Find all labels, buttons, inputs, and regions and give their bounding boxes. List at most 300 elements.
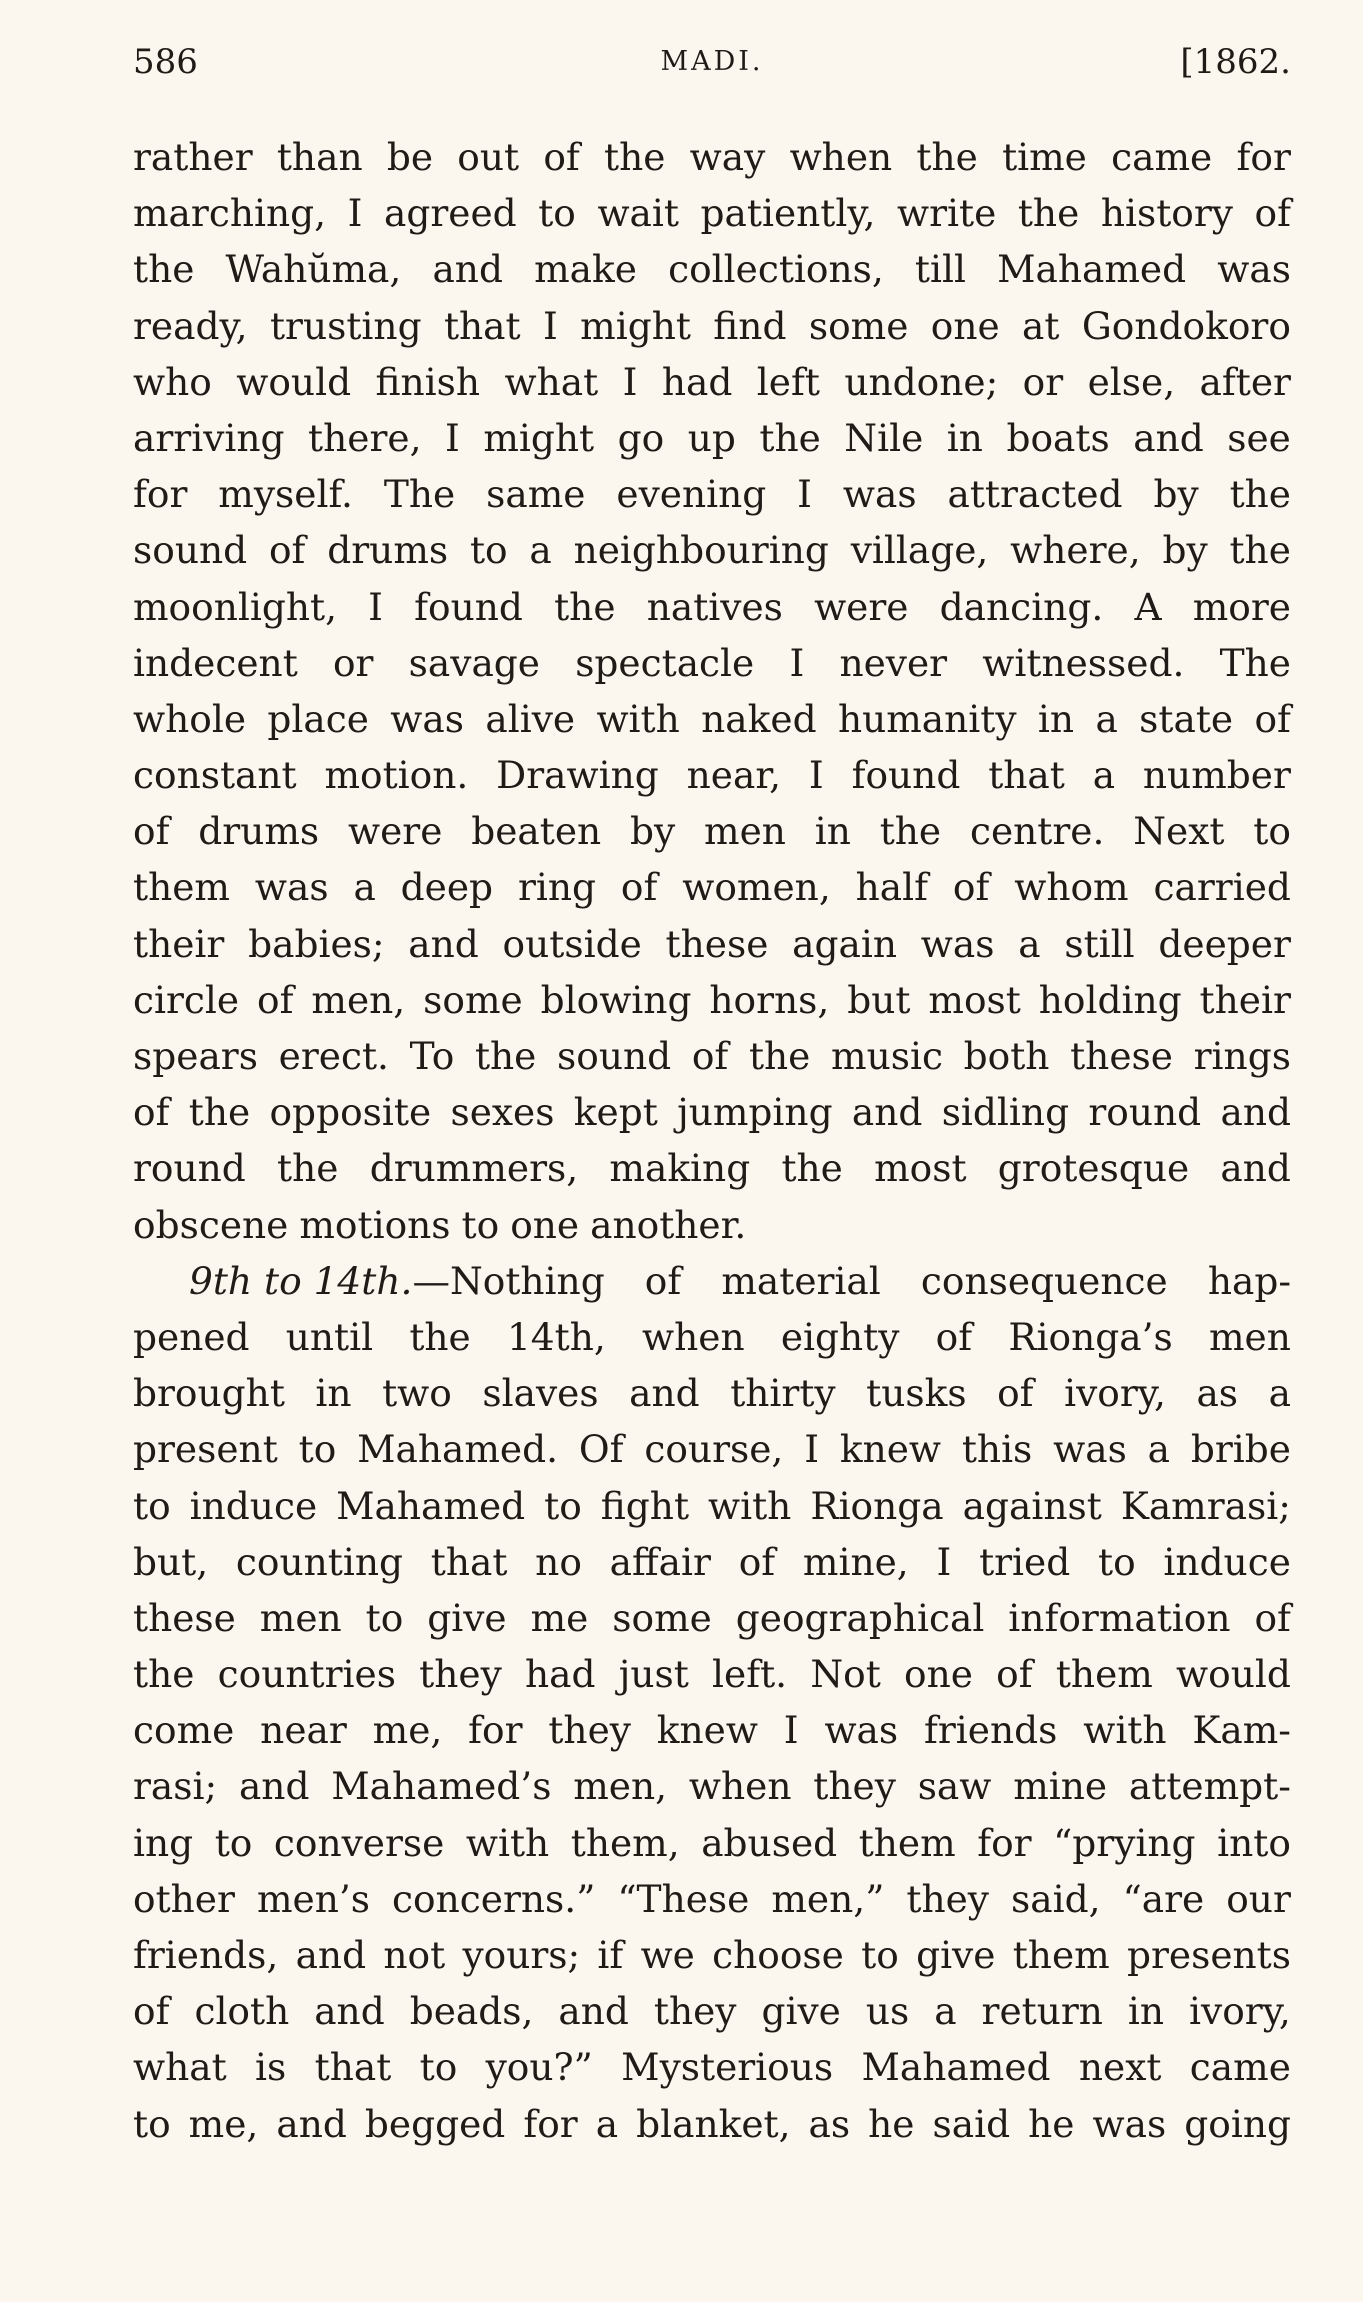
body-text <box>133 129 1291 2152</box>
word: but <box>847 977 911 1022</box>
word: hap- <box>1207 1258 1291 1303</box>
word: presents <box>1126 1933 1291 1977</box>
word: me, <box>372 1708 443 1753</box>
word: was <box>1217 247 1291 292</box>
word: To <box>409 1034 455 1078</box>
word: of <box>997 1371 1034 1416</box>
word: geographical <box>735 1595 985 1640</box>
word: with <box>596 696 680 741</box>
word: patiently, <box>700 191 876 236</box>
word: to <box>461 1202 500 1247</box>
word: Gondokoro <box>1081 303 1291 348</box>
word: give <box>761 1989 841 2034</box>
word: with <box>708 1483 792 1528</box>
word: if <box>597 1933 624 1977</box>
word: Mahamed’s <box>331 1764 552 1809</box>
text-line <box>133 298 1291 354</box>
word: who <box>133 359 212 404</box>
word: evening <box>616 472 767 517</box>
word: men, <box>311 977 406 1022</box>
word: of <box>952 865 990 910</box>
word: drummers, <box>369 1146 579 1191</box>
text-line <box>133 972 1291 1028</box>
text-line <box>133 1140 1291 1196</box>
word: motion. <box>324 753 469 798</box>
word: for <box>468 1708 523 1753</box>
word: he <box>868 2101 915 2146</box>
word: might <box>580 303 691 348</box>
word: they <box>906 1876 989 1921</box>
word: jumping <box>677 1090 833 1135</box>
word: against <box>962 1483 1102 1528</box>
text-line <box>133 1028 1291 1084</box>
word: to <box>419 2045 458 2090</box>
word: same <box>486 472 586 517</box>
word: he <box>1028 2101 1075 2146</box>
word: opposite <box>269 1090 432 1135</box>
word: I <box>797 472 812 517</box>
word: of <box>133 1989 170 2034</box>
word: the <box>879 809 942 854</box>
word: I <box>368 584 383 629</box>
word: deep <box>400 865 494 910</box>
running-year: [1862. <box>1180 42 1291 82</box>
word: rings <box>1193 1034 1291 1078</box>
word: see <box>1227 415 1291 460</box>
word: and <box>1133 415 1204 460</box>
word: rather <box>133 135 253 179</box>
text-line <box>133 1702 1291 1758</box>
word: women, <box>682 865 831 910</box>
word: eighty <box>780 1314 900 1359</box>
word: of <box>133 1090 170 1135</box>
word: I <box>347 191 363 236</box>
word: wait <box>597 191 679 236</box>
page-number: 586 <box>133 42 198 82</box>
word: Of <box>578 1427 624 1472</box>
text-line <box>133 1983 1291 2039</box>
word: mine, <box>802 1539 909 1584</box>
text-line <box>133 1253 1291 1309</box>
word: be <box>386 135 434 179</box>
word: holding <box>1038 977 1182 1022</box>
word: a <box>1268 1371 1291 1416</box>
word: was <box>842 472 917 517</box>
word: had <box>525 1652 596 1697</box>
word: these <box>665 921 769 966</box>
word: and <box>295 1933 367 1977</box>
word: Mahamed <box>997 247 1187 292</box>
word: this <box>961 1427 1033 1472</box>
word: or <box>332 640 374 685</box>
word: moonlight, <box>133 584 337 629</box>
word: would <box>236 359 352 404</box>
word: men <box>1209 1314 1291 1359</box>
word: or <box>1022 359 1064 404</box>
word: yours; <box>462 1933 581 1977</box>
word: kept <box>573 1090 658 1135</box>
date-italic: 9th to 14th. <box>189 1258 413 1303</box>
word: history <box>1100 191 1233 236</box>
word: Next <box>1133 809 1225 854</box>
word: left. <box>712 1652 788 1697</box>
word: “These <box>617 1876 750 1921</box>
word: was <box>1092 2101 1167 2146</box>
word: knew <box>656 1708 758 1753</box>
word: the <box>1229 472 1291 517</box>
word: some <box>612 1595 712 1640</box>
word: knew <box>839 1427 942 1472</box>
word: go <box>617 415 665 460</box>
word: by <box>630 809 676 854</box>
word: had <box>661 359 733 404</box>
word: Wahŭma, <box>225 247 402 292</box>
word: were <box>347 809 443 854</box>
running-head <box>133 42 1291 88</box>
word: finish <box>375 359 481 404</box>
word: alive <box>485 696 576 741</box>
word: Mahamed <box>861 2045 1051 2090</box>
word: of <box>1254 1595 1291 1640</box>
word: of <box>644 1258 682 1303</box>
word: I <box>542 303 558 348</box>
word: that <box>443 303 521 348</box>
word: were <box>814 584 909 629</box>
word: beads, <box>409 1989 534 2034</box>
word: motions <box>299 1202 451 1247</box>
word: Drawing <box>496 753 659 798</box>
word: 14th, <box>506 1314 606 1359</box>
word: not <box>383 1933 446 1977</box>
word: a <box>353 865 376 910</box>
word: Not <box>810 1652 881 1697</box>
word: to <box>133 1483 171 1528</box>
word: a <box>1092 753 1116 798</box>
word: come <box>133 1708 235 1753</box>
text-line <box>133 354 1291 410</box>
word: two <box>382 1371 452 1416</box>
word: in <box>1127 1989 1165 2034</box>
word: is <box>255 2045 287 2090</box>
word: neighbouring <box>573 528 829 573</box>
word: friends, <box>133 1933 279 1977</box>
word: still <box>1064 921 1135 966</box>
text-line <box>133 1197 1291 1253</box>
word: outside <box>502 921 642 966</box>
word: to <box>544 1483 582 1528</box>
word: there, <box>308 415 422 460</box>
word: the <box>759 415 821 460</box>
word: to <box>469 528 508 573</box>
word: the <box>781 1146 843 1191</box>
word: out <box>457 135 520 179</box>
text-line <box>133 916 1291 972</box>
word: to <box>1253 809 1291 854</box>
word: most <box>928 977 1021 1022</box>
word: circle <box>133 977 240 1022</box>
text-line <box>133 1421 1291 1477</box>
word: the <box>409 1314 471 1359</box>
word: beaten <box>471 809 602 854</box>
word: centre. <box>969 809 1105 854</box>
word: what <box>504 359 599 404</box>
date-lead: 9th to 14th.—Nothing <box>189 1258 605 1303</box>
word: their <box>1199 977 1291 1022</box>
text-line <box>133 2039 1291 2095</box>
word: converse <box>273 1820 445 1865</box>
word: and <box>851 1090 923 1135</box>
word: music <box>831 1034 943 1078</box>
word: agreed <box>384 191 517 236</box>
word: marching, <box>133 191 327 236</box>
word: brought <box>133 1371 285 1416</box>
word: and <box>408 921 479 966</box>
word: a <box>934 1989 957 2034</box>
word: cloth <box>194 1989 290 2034</box>
word: one <box>510 1202 580 1247</box>
word: in <box>946 415 983 460</box>
word: carried <box>1153 865 1291 910</box>
word: ring <box>517 865 597 910</box>
word: what <box>133 2045 227 2090</box>
text-line <box>133 1927 1291 1983</box>
word: time <box>1002 135 1087 179</box>
word: me, <box>188 2101 259 2146</box>
word: of <box>996 1652 1033 1697</box>
word: horns, <box>709 977 830 1022</box>
word: where, <box>1010 528 1141 573</box>
word: the <box>554 584 616 629</box>
text-line <box>133 466 1291 522</box>
word: of <box>1254 696 1291 741</box>
word: I <box>804 1427 820 1472</box>
word: state <box>1139 696 1234 741</box>
word: concerns.” <box>392 1876 596 1921</box>
word: blowing <box>540 977 692 1022</box>
word: ivory, <box>1189 1989 1291 2034</box>
word: information <box>1008 1595 1231 1640</box>
word: give <box>427 1595 507 1640</box>
word: number <box>1142 753 1291 798</box>
word: you?” <box>485 2045 593 2090</box>
text-line <box>133 1534 1291 1590</box>
word: the <box>133 1652 195 1697</box>
word: with <box>465 1820 550 1865</box>
text-line <box>133 1084 1291 1140</box>
word: until <box>285 1314 374 1359</box>
word: I <box>789 640 805 685</box>
word: of <box>620 865 658 910</box>
word: for <box>523 2101 578 2146</box>
word: A <box>1134 584 1162 629</box>
word: witnessed. <box>982 640 1185 685</box>
word: a <box>1095 696 1118 741</box>
word: round <box>1088 1090 1202 1135</box>
word: “are <box>1122 1876 1205 1921</box>
word: sound <box>133 528 248 573</box>
word: Mahamed. <box>357 1427 559 1472</box>
word: to <box>298 1427 337 1472</box>
word: left <box>756 359 820 404</box>
word: make <box>534 247 637 292</box>
word: thirty <box>730 1371 836 1416</box>
word: these <box>133 1595 236 1640</box>
text-line <box>133 1590 1291 1646</box>
word: to <box>538 191 576 236</box>
word: no <box>535 1539 582 1584</box>
word: The <box>1219 640 1291 685</box>
word: they <box>813 1764 896 1809</box>
word: some <box>423 977 523 1022</box>
word: indecent <box>133 640 298 685</box>
word: after <box>1199 359 1291 404</box>
word: slaves <box>482 1371 599 1416</box>
word: men,” <box>771 1876 885 1921</box>
word: village, <box>850 528 989 573</box>
word: of <box>133 809 170 854</box>
word: them <box>1055 1652 1153 1697</box>
word: fight <box>600 1483 690 1528</box>
word: affair <box>609 1539 711 1584</box>
word: ivory, <box>1064 1371 1166 1416</box>
word: Nile <box>844 415 924 460</box>
word: men <box>704 809 786 854</box>
word: found <box>851 753 961 798</box>
word: way <box>689 135 766 179</box>
word: that <box>430 1539 508 1584</box>
word: friends <box>923 1708 1058 1753</box>
word: than <box>276 135 363 179</box>
word: for <box>977 1820 1032 1865</box>
word: I <box>936 1539 952 1584</box>
text-line <box>133 185 1291 241</box>
text-line <box>133 1871 1291 1927</box>
word: one <box>930 303 1000 348</box>
word: said <box>932 2101 1011 2146</box>
word: place <box>267 696 369 741</box>
word: myself. <box>218 472 353 517</box>
text-line <box>133 1646 1291 1702</box>
word: savage <box>408 640 540 685</box>
word: of <box>738 1539 776 1584</box>
text-line <box>133 803 1291 859</box>
word: the <box>748 1034 811 1078</box>
text-line <box>133 747 1291 803</box>
word: our <box>1226 1876 1291 1921</box>
word: induce <box>189 1483 318 1528</box>
word: one <box>904 1652 973 1697</box>
word: for <box>1236 135 1291 179</box>
word: never <box>839 640 948 685</box>
text-line <box>133 1309 1291 1365</box>
text-line <box>133 522 1291 578</box>
word: the <box>188 1090 251 1135</box>
word: Mahamed <box>336 1483 526 1528</box>
text-line <box>133 1365 1291 1421</box>
word: a <box>1147 1427 1171 1472</box>
word: pened <box>133 1314 250 1359</box>
word: a <box>595 2101 619 2146</box>
word: was <box>254 865 329 910</box>
word: they <box>548 1708 631 1753</box>
word: present <box>133 1427 278 1472</box>
word: course, <box>644 1427 784 1472</box>
word: of <box>1254 191 1291 236</box>
running-title: MADI. <box>660 46 764 77</box>
word: found <box>414 584 523 629</box>
word: us <box>865 1989 910 2034</box>
word: them, <box>570 1820 680 1865</box>
word: obscene <box>133 1202 289 1247</box>
word: by <box>1153 472 1199 517</box>
word: the <box>133 247 195 292</box>
word: sexes <box>450 1090 555 1135</box>
word: going <box>1184 2101 1291 2146</box>
word: counting <box>235 1539 404 1584</box>
text-line <box>133 241 1291 297</box>
word: and <box>238 1764 310 1809</box>
word: some <box>808 303 909 348</box>
word: men, <box>573 1764 668 1809</box>
word: babies; <box>248 921 385 966</box>
word: and <box>314 1989 385 2034</box>
word: spectacle <box>575 640 755 685</box>
word: boats <box>1006 415 1110 460</box>
word: spears <box>133 1034 258 1078</box>
word: choose <box>712 1933 844 1977</box>
word: came <box>1189 2045 1291 2090</box>
text-line <box>133 691 1291 747</box>
word: to <box>861 1933 899 1977</box>
word: undone; <box>844 359 999 404</box>
word: deeper <box>1158 921 1291 966</box>
word: to <box>214 1820 253 1865</box>
word: of <box>935 1314 973 1359</box>
word: Mysterious <box>621 2045 834 2090</box>
word: the <box>916 135 978 179</box>
word: them <box>1012 1933 1110 1977</box>
word: again <box>792 921 898 966</box>
word: I <box>445 415 460 460</box>
word: countries <box>217 1652 396 1697</box>
word: drums <box>198 809 320 854</box>
word: I <box>808 753 824 798</box>
word: with <box>1083 1708 1167 1753</box>
word: half <box>855 865 929 910</box>
word: the <box>474 1034 537 1078</box>
word: attempt- <box>1128 1764 1291 1809</box>
word: in <box>315 1371 352 1416</box>
word: attracted <box>947 472 1123 517</box>
word: I <box>622 359 638 404</box>
text-line <box>133 1758 1291 1814</box>
word: them <box>133 865 230 910</box>
word: just <box>618 1652 689 1697</box>
word: as <box>1196 1371 1239 1416</box>
word: and <box>1220 1090 1291 1135</box>
word: these <box>1070 1034 1173 1078</box>
text-line <box>133 410 1291 466</box>
word: Rionga’s <box>1008 1314 1173 1359</box>
word: that <box>314 2045 392 2090</box>
word: their <box>133 921 225 966</box>
word: grotesque <box>997 1146 1190 1191</box>
text-line <box>133 129 1291 185</box>
word: rasi; <box>133 1764 218 1809</box>
word: find <box>713 303 787 348</box>
word: abused <box>701 1820 838 1865</box>
word: came <box>1111 135 1213 179</box>
